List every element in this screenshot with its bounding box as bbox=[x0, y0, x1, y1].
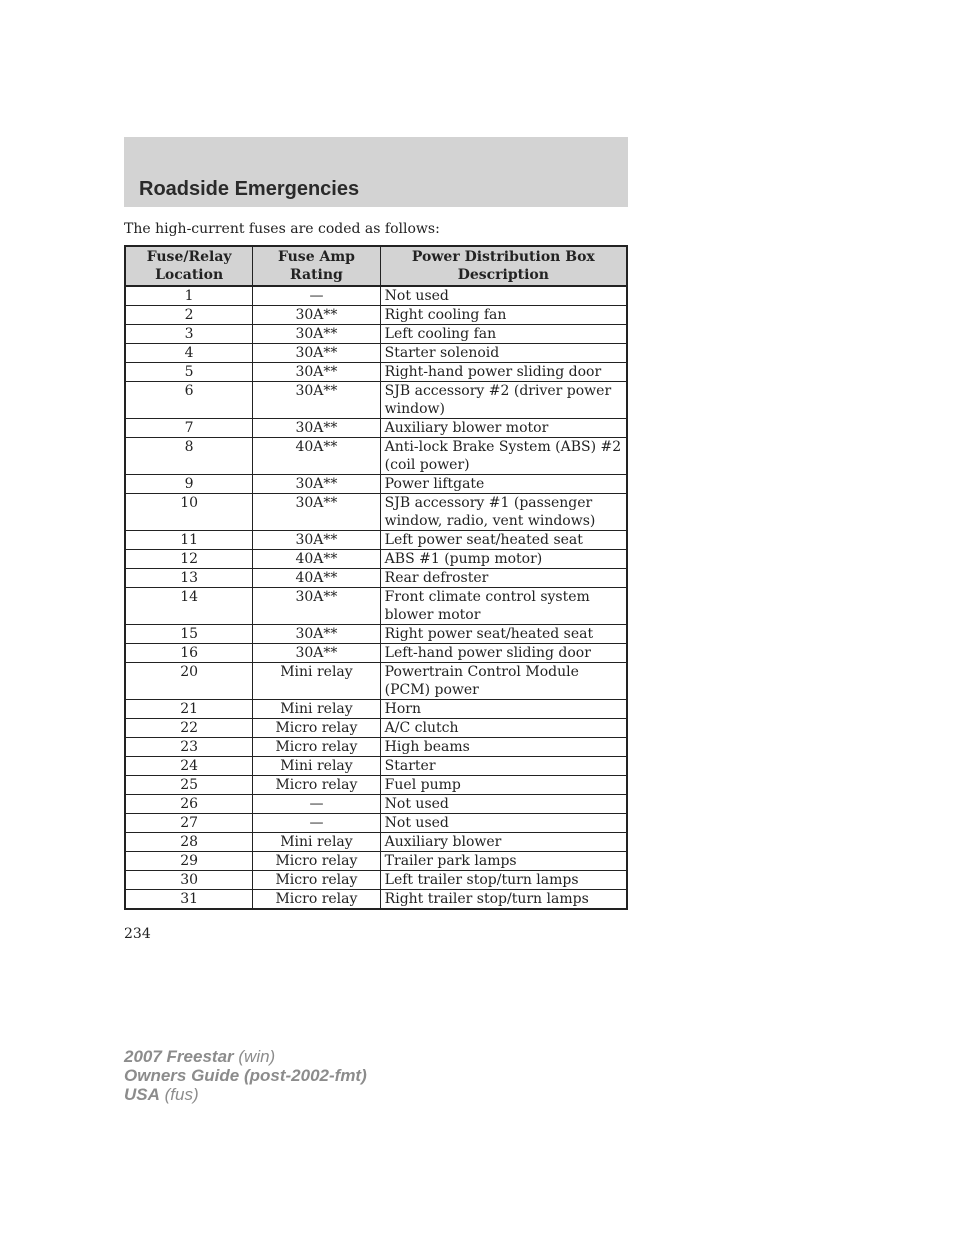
table-row bbox=[125, 438, 627, 475]
cell-location: 21 bbox=[125, 700, 253, 719]
cell-location: 15 bbox=[125, 625, 253, 644]
footer-market-code: (fus) bbox=[164, 1085, 199, 1104]
cell-rating: 40A** bbox=[253, 438, 380, 475]
table-row bbox=[125, 700, 627, 719]
table-row bbox=[125, 644, 627, 663]
cell-description: Right-hand power sliding door bbox=[380, 363, 627, 382]
cell-location: 13 bbox=[125, 569, 253, 588]
table-row bbox=[125, 890, 627, 910]
cell-description: A/C clutch bbox=[380, 719, 627, 738]
table-row bbox=[125, 814, 627, 833]
table-header-row bbox=[125, 246, 627, 286]
cell-location: 27 bbox=[125, 814, 253, 833]
table-row bbox=[125, 419, 627, 438]
cell-description: Rear defroster bbox=[380, 569, 627, 588]
footer-model: 2007 Freestar bbox=[124, 1047, 234, 1066]
cell-description: Right trailer stop/turn lamps bbox=[380, 890, 627, 910]
table-row bbox=[125, 588, 627, 625]
cell-rating: 30A** bbox=[253, 494, 380, 531]
cell-rating: 30A** bbox=[253, 644, 380, 663]
footer-model-code: (win) bbox=[238, 1047, 276, 1066]
page-number: 234 bbox=[124, 926, 151, 942]
cell-location: 29 bbox=[125, 852, 253, 871]
cell-location: 31 bbox=[125, 890, 253, 910]
cell-location: 5 bbox=[125, 363, 253, 382]
cell-rating: 40A** bbox=[253, 550, 380, 569]
table-row bbox=[125, 550, 627, 569]
cell-description: Starter bbox=[380, 757, 627, 776]
cell-rating: — bbox=[253, 814, 380, 833]
cell-rating: 30A** bbox=[253, 475, 380, 494]
cell-rating: 30A** bbox=[253, 382, 380, 419]
cell-location: 25 bbox=[125, 776, 253, 795]
section-title: Roadside Emergencies bbox=[139, 178, 360, 200]
table-row bbox=[125, 719, 627, 738]
cell-description: Front climate control system blower motor bbox=[380, 588, 627, 625]
footer-line-2 bbox=[124, 1066, 367, 1085]
table-row bbox=[125, 286, 627, 306]
cell-description: Anti-lock Brake System (ABS) #2 (coil power) bbox=[380, 438, 627, 475]
cell-location: 12 bbox=[125, 550, 253, 569]
cell-location: 8 bbox=[125, 438, 253, 475]
cell-location: 9 bbox=[125, 475, 253, 494]
cell-description: Fuel pump bbox=[380, 776, 627, 795]
cell-description: ABS #1 (pump motor) bbox=[380, 550, 627, 569]
table-row bbox=[125, 344, 627, 363]
table-row bbox=[125, 363, 627, 382]
table-row bbox=[125, 757, 627, 776]
table-body bbox=[125, 286, 627, 909]
cell-rating: — bbox=[253, 286, 380, 306]
cell-rating: Micro relay bbox=[253, 852, 380, 871]
cell-rating: Mini relay bbox=[253, 833, 380, 852]
section-header-band bbox=[124, 137, 628, 207]
cell-location: 2 bbox=[125, 306, 253, 325]
table-row bbox=[125, 833, 627, 852]
table-row bbox=[125, 663, 627, 700]
table-row bbox=[125, 494, 627, 531]
cell-location: 26 bbox=[125, 795, 253, 814]
cell-location: 7 bbox=[125, 419, 253, 438]
footer-line-1 bbox=[124, 1047, 367, 1066]
cell-location: 24 bbox=[125, 757, 253, 776]
table-row bbox=[125, 475, 627, 494]
cell-rating: Micro relay bbox=[253, 719, 380, 738]
cell-location: 11 bbox=[125, 531, 253, 550]
table-row bbox=[125, 306, 627, 325]
table-row bbox=[125, 738, 627, 757]
cell-description: Powertrain Control Module (PCM) power bbox=[380, 663, 627, 700]
cell-location: 20 bbox=[125, 663, 253, 700]
cell-rating: 40A** bbox=[253, 569, 380, 588]
footer bbox=[124, 1047, 367, 1104]
column-header-location: Fuse/Relay Location bbox=[125, 246, 253, 286]
cell-rating: Mini relay bbox=[253, 663, 380, 700]
footer-guide: Owners Guide (post-2002-fmt) bbox=[124, 1066, 367, 1085]
table-row bbox=[125, 852, 627, 871]
cell-description: Left-hand power sliding door bbox=[380, 644, 627, 663]
cell-description: Power liftgate bbox=[380, 475, 627, 494]
cell-location: 30 bbox=[125, 871, 253, 890]
cell-rating: 30A** bbox=[253, 588, 380, 625]
table-row bbox=[125, 569, 627, 588]
footer-market: USA bbox=[124, 1085, 160, 1104]
cell-rating: 30A** bbox=[253, 344, 380, 363]
cell-description: Right power seat/heated seat bbox=[380, 625, 627, 644]
column-header-rating: Fuse Amp Rating bbox=[253, 246, 380, 286]
cell-description: Left trailer stop/turn lamps bbox=[380, 871, 627, 890]
cell-rating: 30A** bbox=[253, 625, 380, 644]
cell-rating: Micro relay bbox=[253, 738, 380, 757]
table-row bbox=[125, 795, 627, 814]
column-header-description: Power Distribution Box Description bbox=[380, 246, 627, 286]
cell-location: 4 bbox=[125, 344, 253, 363]
cell-rating: 30A** bbox=[253, 531, 380, 550]
cell-location: 3 bbox=[125, 325, 253, 344]
cell-location: 1 bbox=[125, 286, 253, 306]
cell-location: 22 bbox=[125, 719, 253, 738]
fuse-table bbox=[124, 245, 628, 910]
cell-description: Left power seat/heated seat bbox=[380, 531, 627, 550]
cell-location: 10 bbox=[125, 494, 253, 531]
cell-rating: Micro relay bbox=[253, 776, 380, 795]
cell-description: Auxiliary blower bbox=[380, 833, 627, 852]
cell-location: 16 bbox=[125, 644, 253, 663]
cell-rating: Mini relay bbox=[253, 700, 380, 719]
cell-description: SJB accessory #2 (driver power window) bbox=[380, 382, 627, 419]
cell-description: Not used bbox=[380, 286, 627, 306]
cell-description: Right cooling fan bbox=[380, 306, 627, 325]
cell-rating: — bbox=[253, 795, 380, 814]
table-row bbox=[125, 625, 627, 644]
cell-location: 23 bbox=[125, 738, 253, 757]
cell-location: 6 bbox=[125, 382, 253, 419]
cell-description: Horn bbox=[380, 700, 627, 719]
cell-description: SJB accessory #1 (passenger window, radio, vent windows) bbox=[380, 494, 627, 531]
table-row bbox=[125, 531, 627, 550]
cell-rating: Micro relay bbox=[253, 890, 380, 910]
table-row bbox=[125, 325, 627, 344]
intro-text: The high-current fuses are coded as follows: bbox=[124, 221, 440, 237]
cell-description: Starter solenoid bbox=[380, 344, 627, 363]
cell-rating: Mini relay bbox=[253, 757, 380, 776]
cell-description: Trailer park lamps bbox=[380, 852, 627, 871]
table-row bbox=[125, 382, 627, 419]
cell-location: 14 bbox=[125, 588, 253, 625]
cell-description: Left cooling fan bbox=[380, 325, 627, 344]
cell-location: 28 bbox=[125, 833, 253, 852]
cell-rating: Micro relay bbox=[253, 871, 380, 890]
cell-description: Not used bbox=[380, 795, 627, 814]
cell-rating: 30A** bbox=[253, 419, 380, 438]
cell-description: Auxiliary blower motor bbox=[380, 419, 627, 438]
cell-description: High beams bbox=[380, 738, 627, 757]
cell-rating: 30A** bbox=[253, 306, 380, 325]
cell-rating: 30A** bbox=[253, 325, 380, 344]
table-row bbox=[125, 776, 627, 795]
cell-description: Not used bbox=[380, 814, 627, 833]
footer-line-3 bbox=[124, 1085, 367, 1104]
cell-rating: 30A** bbox=[253, 363, 380, 382]
table-row bbox=[125, 871, 627, 890]
